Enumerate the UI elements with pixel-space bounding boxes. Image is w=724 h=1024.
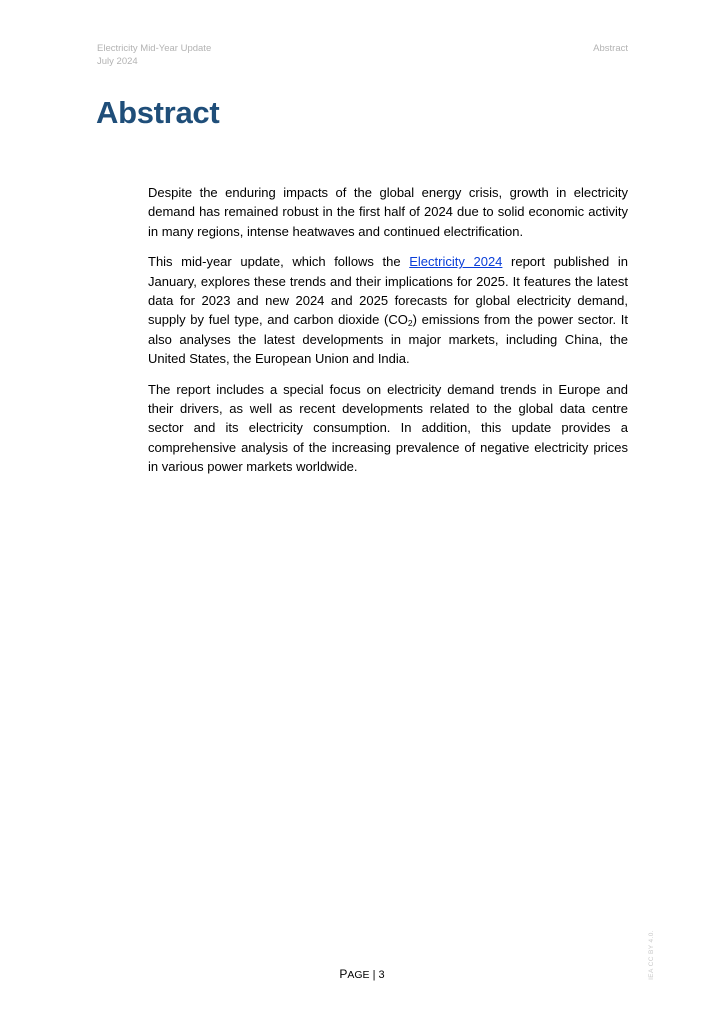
report-date: July 2024 <box>97 56 138 67</box>
page-separator: | <box>369 969 379 981</box>
co2-subscript: 2 <box>407 318 413 329</box>
paragraph-1: Despite the enduring impacts of the global energy crisis, growth in electricity demand has remained robust in the first half of 2024 due to solid economic activity in many regions, intense heatwaves and continued electrification. <box>148 185 628 239</box>
page-label: PAGE <box>339 967 370 981</box>
electricity-2024-link[interactable]: Electricity 2024 <box>409 254 503 270</box>
paragraph-2-intro: This mid-year update, which follows the <box>148 254 410 270</box>
page-number: 3 <box>378 969 385 981</box>
running-header-section: Abstract <box>593 43 628 54</box>
running-header-left <box>97 42 211 68</box>
license-note: IEA CC BY 4.0. <box>648 930 655 980</box>
page-footer <box>0 967 724 981</box>
paragraph-2-body: report published in January, explores these trends and their implications for 2025. It features the latest data for 2023 and new 2024 and 2025 forecasts for global electricity demand, supply by fuel type, and carbon dioxide (CO <box>148 254 628 328</box>
report-title: Electricity Mid-Year Update <box>97 43 212 54</box>
page-title: Abstract <box>96 95 220 130</box>
paragraph-2-end: ) emissions from the power sector. It also analyses the latest developments in major markets, including China, the United States, the European Union and India. <box>148 312 629 367</box>
paragraph-3: The report includes a special focus on electricity demand trends in Europe and their drivers, as well as recent developments related to the global data centre sector and its electricity consumption. In addition, this update provides a comprehensive analysis of the increasing prevalence of negative electricity prices in various power markets worldwide. <box>148 381 628 475</box>
paragraph-2 <box>148 252 628 368</box>
abstract-body <box>148 183 628 488</box>
